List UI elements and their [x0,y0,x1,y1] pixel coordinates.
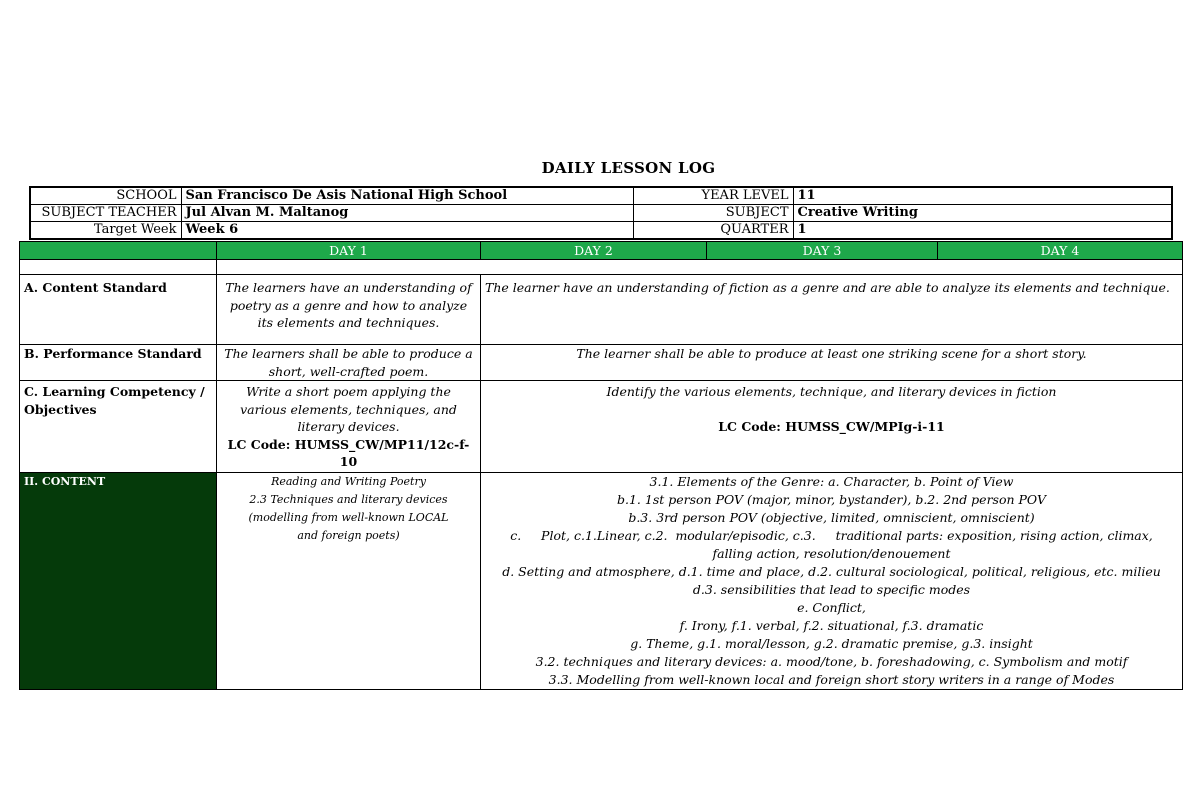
school-label: SCHOOL [30,187,181,205]
info-row-school [30,187,1172,205]
performance-standard-row [20,345,1183,381]
day-header-blank [20,242,217,260]
content-standard-rest: The learner have an understanding of fiction as a genre and are able to analyze its elements and technique. [481,275,1183,345]
day-2-header: DAY 2 [481,242,707,260]
competency-day1-code: LC Code: HUMSS_CW/MP11/12c-f- 10 [227,436,470,469]
day-header-row [20,242,1183,260]
content-day1-line: Reading and Writing Poetry [271,475,426,488]
school-value: San Francisco De Asis National High School [181,187,633,205]
content-day1-line: and foreign poets) [297,529,400,542]
content-standard-label: A. Content Standard [20,275,217,345]
competency-day1-text: Write a short poem applying the various elements, techniques, and literary devices. [240,384,457,434]
subject-value: Creative Writing [793,205,1172,222]
performance-standard-label: B. Performance Standard [20,345,217,381]
competency-day1-cell [217,381,481,473]
competency-rest-cell [481,381,1183,473]
info-table [29,186,1173,240]
info-row-week [30,222,1172,240]
content-day1-line: 2.3 Techniques and literary devices [249,493,448,506]
content-day1-cell [217,473,481,690]
competency-rest-code: LC Code: HUMSS_CW/MPIg-i-11 [718,418,945,434]
competency-rest-text: Identify the various elements, technique, and literary devices in fiction [606,384,1057,399]
subject-label: SUBJECT [633,205,793,222]
week-label: Target Week [30,222,181,240]
quarter-value: 1 [793,222,1172,240]
teacher-value: Jul Alvan M. Maltanog [181,205,633,222]
content-standard-day1: The learners have an understanding of poetry as a genre and how to analyze its elements and techniques. [217,275,481,345]
content-line: b.3. 3rd person POV (objective, limited, omniscient, omniscient) [628,510,1035,525]
content-line: e. Conflict, [797,600,866,615]
performance-standard-rest: The learner shall be able to produce at least one striking scene for a short story. [481,345,1183,381]
content-line: 3.1. Elements of the Genre: a. Character, b. Point of View [649,474,1014,489]
day-1-header: DAY 1 [217,242,481,260]
year-level-value: 11 [793,187,1172,205]
content-line: c. Plot, c.1.Linear, c.2. modular/episodic, c.3. traditional parts: exposition, rising action, climax, [510,528,1153,543]
content-label: II. CONTENT [20,473,217,690]
day-3-header: DAY 3 [707,242,938,260]
day-4-header: DAY 4 [938,242,1183,260]
content-line: 3.2. techniques and literary devices: a. mood/tone, b. foreshadowing, c. Symbolism and motif [535,654,1128,669]
content-line: f. Irony, f.1. verbal, f.2. situational, f.3. dramatic [679,618,984,633]
week-value: Week 6 [181,222,633,240]
spacer-row [20,260,1183,275]
year-level-label: YEAR LEVEL [633,187,793,205]
quarter-label: QUARTER [633,222,793,240]
content-line: d. Setting and atmosphere, d.1. time and place, d.2. cultural sociological, political, religious, etc. milieu [502,564,1161,579]
content-row [20,473,1183,690]
teacher-label: SUBJECT TEACHER [30,205,181,222]
performance-standard-day1: The learners shall be able to produce a short, well-crafted poem. [217,345,481,381]
content-line: d.3. sensibilities that lead to specific modes [692,582,971,597]
content-standard-row [20,275,1183,345]
content-rest-cell [481,473,1183,690]
info-row-teacher [30,205,1172,222]
competency-label: C. Learning Competency / Objectives [20,381,217,473]
lesson-table [19,241,1183,690]
page-title: DAILY LESSON LOG [541,159,716,177]
content-day1-line: (modelling from well-known LOCAL [248,511,449,524]
content-line: falling action, resolution/denouement [712,546,951,561]
content-line: 3.3. Modelling from well-known local and foreign short story writers in a range of Modes [548,672,1115,687]
content-line: g. Theme, g.1. moral/lesson, g.2. dramatic premise, g.3. insight [630,636,1033,651]
competency-row [20,381,1183,473]
content-line: b.1. 1st person POV (major, minor, bystander), b.2. 2nd person POV [617,492,1046,507]
